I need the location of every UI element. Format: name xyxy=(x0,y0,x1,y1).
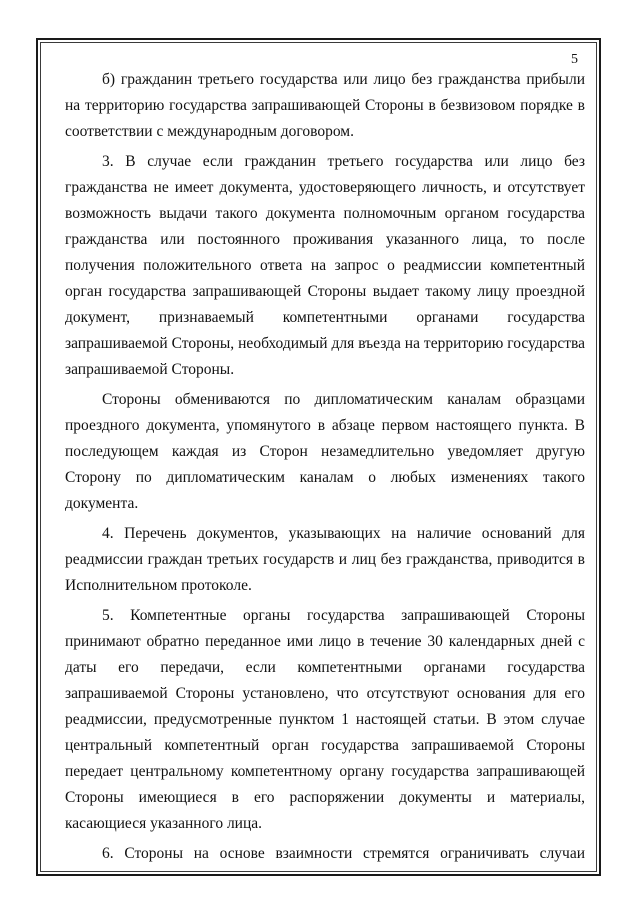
paragraph-item-b: б) гражданин третьего государства или лицо без гражданства прибыли на территорию государства запрашивающей Стороны в безвизовом порядке в соответствии с международным договором. xyxy=(65,71,585,140)
paragraph-clause-5: 5. Компетентные органы государства запрашивающей Стороны принимают обратно переданное ими лицо в течение 30 календарных дней с даты его передачи, если компетентными органами государства запрашиваемой Стороны установлено, что отсутствуют основания для его реадмиссии, предусмотренные пунктом 1 настоящей статьи. В этом случае центральный компетентный орган государства запрашиваемой Стороны передает центральному компетентному органу государства запрашивающей Стороны имеющиеся в его распоряжении документы и материалы, касающиеся указанного лица. xyxy=(65,607,585,832)
paragraph-clause-3-exchange: Стороны обмениваются по дипломатическим каналам образцами проездного документа, упомянутого в абзаце первом настоящего пункта. В последующем каждая из Сторон незамедлительно уведомляет другую Сторону по дипломатическим каналам о любых изменениях такого документа. xyxy=(65,391,585,512)
page-number: 5 xyxy=(571,52,578,67)
paragraph-clause-4: 4. Перечень документов, указывающих на наличие оснований для реадмиссии граждан третьих государств и лиц без гражданства, приводится в Исполнительном протоколе. xyxy=(65,525,585,594)
paragraph-clause-6: 6. Стороны на основе взаимности стремятся ограничивать случаи xyxy=(102,845,585,862)
document-body xyxy=(65,67,585,867)
paragraph-clause-3: 3. В случае если гражданин третьего государства или лицо без гражданства не имеет документа, удостоверяющего личность, и отсутствует возможность выдачи такого документа полномочным органом государства гражданства или постоянного проживания указанного лица, то после получения положительного ответа на запрос о реадмиссии компетентный орган государства запрашивающей Стороны выдает такому лицу проездной документ, признаваемый компетентными органами государства запрашиваемой Стороны, необходимый для въезда на территорию государства запрашиваемой Стороны. xyxy=(65,153,585,378)
